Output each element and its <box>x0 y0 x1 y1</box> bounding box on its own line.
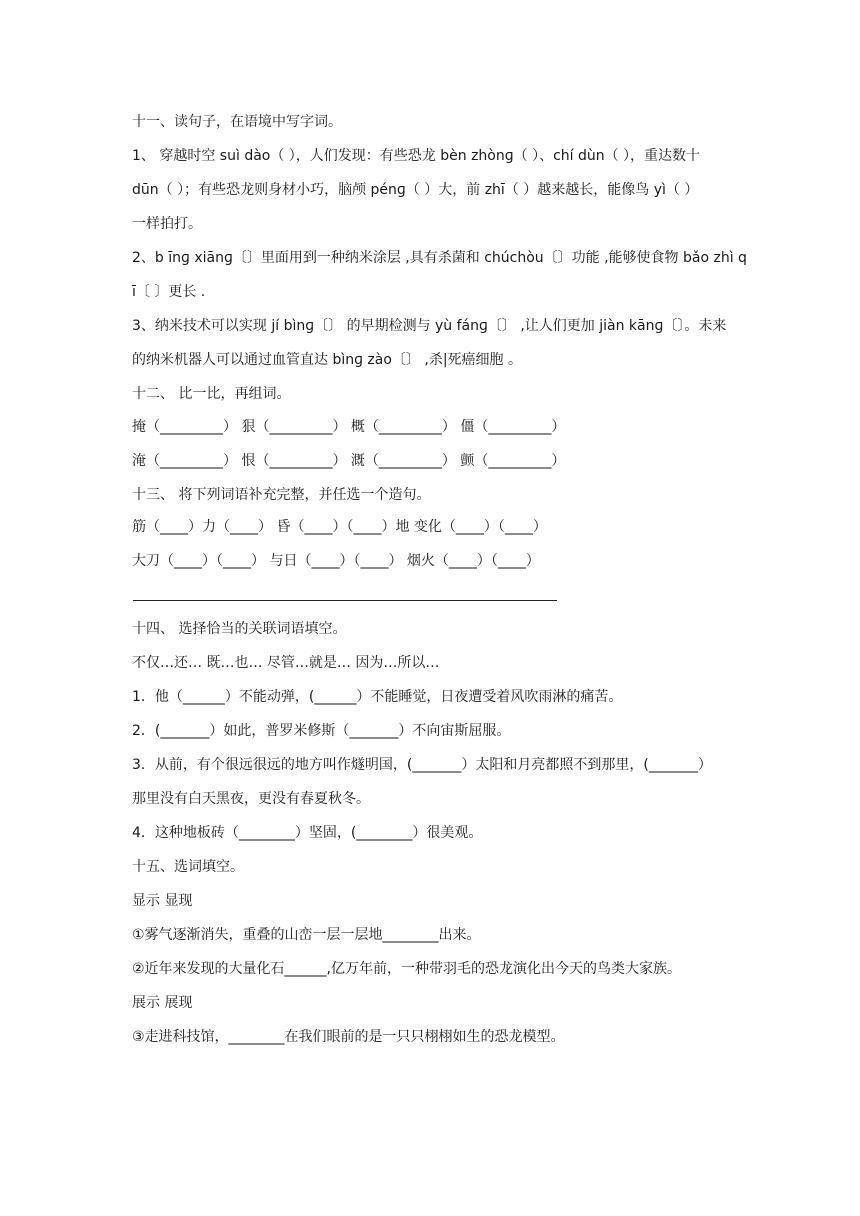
q11-item3-line1: 3、纳米技术可以实现 jí bìnɡ〔〕 的早期检测与 yù fánɡ〔〕 ,让人们更加 jiàn kānɡ〔〕。未来 <box>132 318 727 334</box>
q13-row1: 筋（____）力（____） 昏（____）（____）地 变化（____）（____） <box>132 519 547 535</box>
section-13-heading: 十三、 将下列词语补充完整，并任选一个造句。 <box>132 487 431 503</box>
section-15-heading: 十五、选词填空。 <box>132 859 244 875</box>
q15-word-pair1: 显示 显现 <box>132 893 193 909</box>
q14-item4: 4．这种地板砖（________）坚固，(________）很美观。 <box>132 825 483 841</box>
q11-item2-line2: ī〔 〕更长 . <box>132 284 206 300</box>
q15-item1: ①雾气逐渐消失，重叠的山峦一层一层地________出来。 <box>132 927 481 943</box>
q14-item3-line1: 3．从前，有个很远很远的地方叫作燧明国，(_______）太阳和月亮都照不到那里，(_______） <box>132 757 712 773</box>
q11-item1-line2: dūn（ ）；有些恐龙则身材小巧，脑颅 pénɡ（ ）大，前 zhī（ ）越来越长，能像鸟 yì（ ） <box>132 182 699 198</box>
section-12-heading: 十二、 比一比，再组词。 <box>132 386 291 402</box>
q14-item1: 1．他（______）不能动弹，(______）不能睡觉，日夜遭受着风吹雨淋的痛苦。 <box>132 689 623 705</box>
q14-item2: 2．(_______）如此，普罗米修斯（_______）不向宙斯屈服。 <box>132 723 511 739</box>
sentence-answer-line <box>133 600 557 601</box>
q13-row2: 大刀（____）（____） 与日（____）（____） 烟火（____）（____） <box>132 553 540 569</box>
q15-item2: ②近年来发现的大量化石______,亿万年前，一种带羽毛的恐龙演化出今天的鸟类大家族。 <box>132 961 681 977</box>
q15-word-pair2: 展示 展现 <box>132 995 193 1011</box>
section-11-heading: 十一、读句子，在语境中写字词。 <box>132 114 342 130</box>
q14-item3-line2: 那里没有白天黑夜，更没有春夏秋冬。 <box>132 791 370 807</box>
q14-options: 不仅…还… 既…也… 尽管…就是… 因为…所以… <box>132 655 440 671</box>
q11-item1-line3: 一样拍打。 <box>132 216 202 232</box>
q12-row2: 淹（_________） 恨（_________） 溉（_________） 颤（_________） <box>132 453 566 469</box>
q12-row1: 掩（_________） 狠（_________） 概（_________） 僵（_________） <box>132 419 566 435</box>
q11-item2-line1: 2、b īnɡ xiānɡ〔〕里面用到一种纳米涂层 ,具有杀菌和 chúchòu〔〕功能 ,能够使食物 bǎo zhì q <box>132 250 747 266</box>
q15-item3: ③走进科技馆，________在我们眼前的是一只只栩栩如生的恐龙模型。 <box>132 1029 565 1045</box>
q11-item1-line1: 1、 穿越时空 suì dào（ ），人们发现：有些恐龙 bèn zhònɡ（ ）、chí dùn（ ），重达数十 <box>132 148 701 164</box>
q11-item3-line2: 的纳米机器人可以通过血管直达 bìnɡ zào〔〕 ,杀|死癌细胞 。 <box>132 352 522 368</box>
section-14-heading: 十四、 选择恰当的关联词语填空。 <box>132 621 347 637</box>
